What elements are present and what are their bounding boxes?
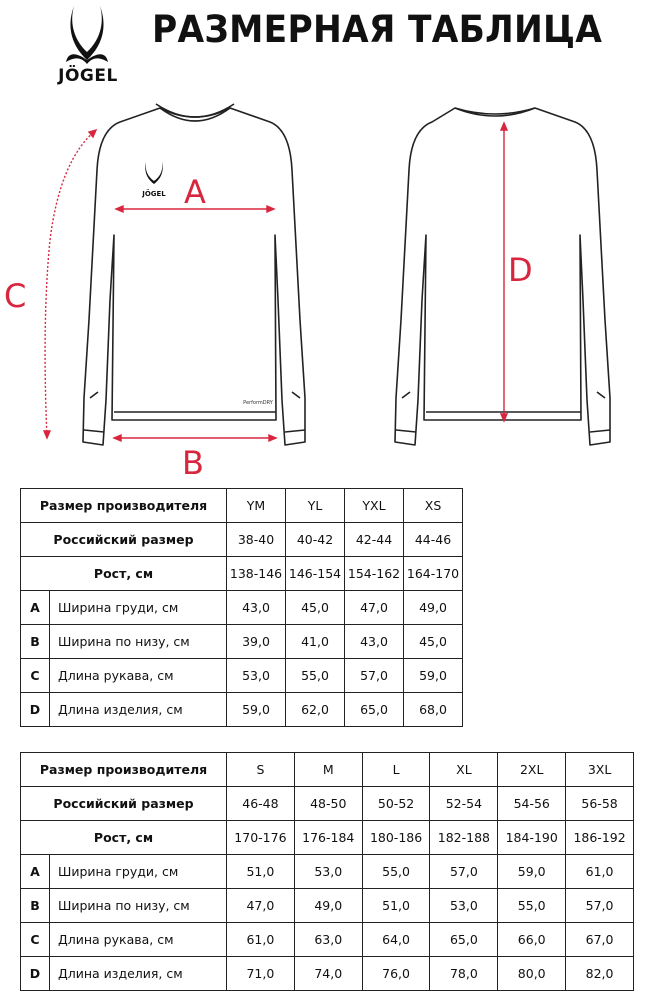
table-cell: M xyxy=(294,753,362,787)
table-cell: 180-186 xyxy=(362,821,430,855)
table-cell: 44-46 xyxy=(404,523,463,557)
measure-letter: A xyxy=(21,855,50,889)
row-label: Размер производителя xyxy=(21,489,227,523)
table-cell: YM xyxy=(227,489,286,523)
measure-label: Длина рукава, см xyxy=(50,659,227,693)
table-row xyxy=(21,625,463,659)
measure-letter: B xyxy=(21,625,50,659)
table-cell: 57,0 xyxy=(566,889,634,923)
table-cell: 76,0 xyxy=(362,957,430,991)
table-cell: 46-48 xyxy=(227,787,295,821)
table-cell: 78,0 xyxy=(430,957,498,991)
table-cell: S xyxy=(227,753,295,787)
table-row xyxy=(21,659,463,693)
table-cell: 184-190 xyxy=(498,821,566,855)
table-cell: 82,0 xyxy=(566,957,634,991)
table-cell: 52-54 xyxy=(430,787,498,821)
table-cell: 2XL xyxy=(498,753,566,787)
table-cell: 55,0 xyxy=(362,855,430,889)
table-cell: 176-184 xyxy=(294,821,362,855)
marker-a: A xyxy=(184,173,206,211)
table-cell: 65,0 xyxy=(430,923,498,957)
table-cell: 57,0 xyxy=(430,855,498,889)
table-cell: XS xyxy=(404,489,463,523)
table-cell: 45,0 xyxy=(404,625,463,659)
table-cell: 53,0 xyxy=(430,889,498,923)
table-cell: 146-154 xyxy=(286,557,345,591)
table-cell: 61,0 xyxy=(566,855,634,889)
table-cell: 39,0 xyxy=(227,625,286,659)
page-title: РАЗМЕРНАЯ ТАБЛИЦА xyxy=(152,8,603,51)
hem-label-text: PerformDRY xyxy=(243,400,273,406)
measure-label: Ширина по низу, см xyxy=(50,625,227,659)
table-cell: 48-50 xyxy=(294,787,362,821)
table-cell: 61,0 xyxy=(227,923,295,957)
table-cell: 182-188 xyxy=(430,821,498,855)
table-cell: 80,0 xyxy=(498,957,566,991)
table-cell: 59,0 xyxy=(498,855,566,889)
table-cell: 186-192 xyxy=(566,821,634,855)
table-cell: 38-40 xyxy=(227,523,286,557)
table-cell: 45,0 xyxy=(286,591,345,625)
back-shirt-outline xyxy=(395,108,610,445)
size-table-adult xyxy=(20,752,634,991)
table-cell: 138-146 xyxy=(227,557,286,591)
table-row xyxy=(21,591,463,625)
table-cell: 40-42 xyxy=(286,523,345,557)
table-cell: 71,0 xyxy=(227,957,295,991)
table-cell: 65,0 xyxy=(345,693,404,727)
table-cell: L xyxy=(362,753,430,787)
measure-label: Ширина по низу, см xyxy=(50,889,227,923)
table-cell: 55,0 xyxy=(498,889,566,923)
measure-label: Длина изделия, см xyxy=(50,693,227,727)
table-cell: 43,0 xyxy=(227,591,286,625)
table-cell: 164-170 xyxy=(404,557,463,591)
table-cell: 51,0 xyxy=(227,855,295,889)
table-row xyxy=(21,693,463,727)
chest-logo-icon xyxy=(141,162,166,198)
table-row xyxy=(21,923,634,957)
table-cell: 63,0 xyxy=(294,923,362,957)
measure-letter: D xyxy=(21,957,50,991)
row-label: Размер производителя xyxy=(21,753,227,787)
marker-b: B xyxy=(182,444,204,482)
measure-letter: D xyxy=(21,693,50,727)
table-cell: XL xyxy=(430,753,498,787)
table-row xyxy=(21,787,634,821)
measure-c-line xyxy=(45,130,96,438)
row-label: Рост, см xyxy=(21,557,227,591)
table-cell: 47,0 xyxy=(345,591,404,625)
measure-letter: C xyxy=(21,659,50,693)
table-cell: 59,0 xyxy=(404,659,463,693)
table-row xyxy=(21,855,634,889)
table-row xyxy=(21,889,634,923)
table-row xyxy=(21,957,634,991)
table-cell: YXL xyxy=(345,489,404,523)
table-cell: 49,0 xyxy=(294,889,362,923)
table-cell: 74,0 xyxy=(294,957,362,991)
marker-d: D xyxy=(508,251,533,289)
table-cell: 170-176 xyxy=(227,821,295,855)
table-cell: 41,0 xyxy=(286,625,345,659)
table-cell: 51,0 xyxy=(362,889,430,923)
table-row xyxy=(21,489,463,523)
measure-letter: C xyxy=(21,923,50,957)
table-cell: 66,0 xyxy=(498,923,566,957)
table-cell: 55,0 xyxy=(286,659,345,693)
measure-label: Длина изделия, см xyxy=(50,957,227,991)
row-label: Российский размер xyxy=(21,523,227,557)
measure-letter: A xyxy=(21,591,50,625)
table-cell: 62,0 xyxy=(286,693,345,727)
marker-c: C xyxy=(4,277,27,315)
measure-label: Длина рукава, см xyxy=(50,923,227,957)
chest-logo-text: JÖGEL xyxy=(142,190,166,198)
table-cell: 56-58 xyxy=(566,787,634,821)
garment-illustration xyxy=(0,95,647,485)
table-cell: 42-44 xyxy=(345,523,404,557)
table-cell: 59,0 xyxy=(227,693,286,727)
table-row xyxy=(21,821,634,855)
table-cell: 43,0 xyxy=(345,625,404,659)
table-cell: 67,0 xyxy=(566,923,634,957)
measure-label: Ширина груди, см xyxy=(50,855,227,889)
table-cell: 64,0 xyxy=(362,923,430,957)
table-cell: 47,0 xyxy=(227,889,295,923)
table-cell: 50-52 xyxy=(362,787,430,821)
table-cell: 54-56 xyxy=(498,787,566,821)
front-shirt-outline xyxy=(83,108,305,445)
table-cell: 68,0 xyxy=(404,693,463,727)
table-cell: 57,0 xyxy=(345,659,404,693)
size-table-youth xyxy=(20,488,463,727)
table-cell: 49,0 xyxy=(404,591,463,625)
measure-label: Ширина груди, см xyxy=(50,591,227,625)
table-cell: 53,0 xyxy=(294,855,362,889)
table-row xyxy=(21,753,634,787)
table-row xyxy=(21,557,463,591)
table-cell: 53,0 xyxy=(227,659,286,693)
table-cell: 3XL xyxy=(566,753,634,787)
brand-name: JÖGEL xyxy=(58,66,118,86)
table-row xyxy=(21,523,463,557)
measure-letter: B xyxy=(21,889,50,923)
table-cell: 154-162 xyxy=(345,557,404,591)
row-label: Российский размер xyxy=(21,787,227,821)
table-cell: YL xyxy=(286,489,345,523)
row-label: Рост, см xyxy=(21,821,227,855)
